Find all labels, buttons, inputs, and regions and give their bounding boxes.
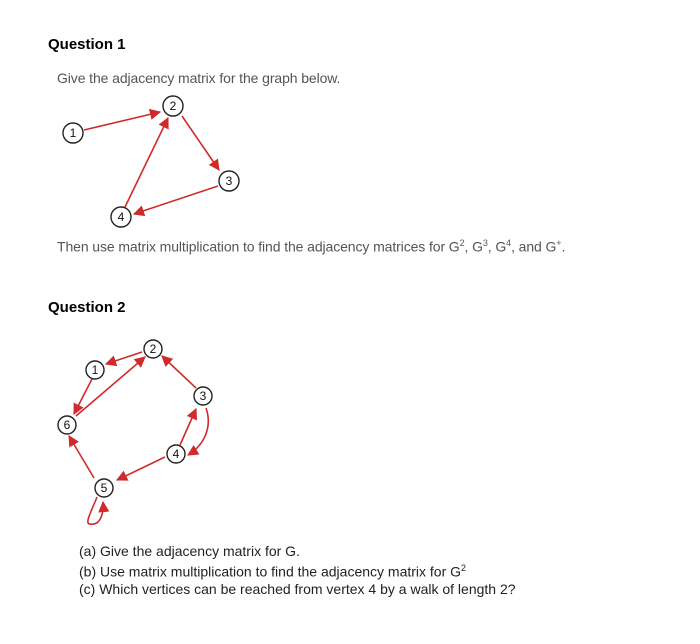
question-1-followup: Then use matrix multiplication to find the adjacency matrices for $G^2$, $G^3$, $G^4$, and G+.: [57, 238, 566, 255]
q2-edge-4-5: [117, 457, 165, 480]
q2-node-2: [144, 340, 162, 358]
svg-text:5: 5: [100, 481, 108, 495]
q2-node-3: [194, 387, 212, 405]
svg-text:4: 4: [117, 210, 125, 224]
q1-node-4: [111, 207, 131, 227]
q2-edge-4-3: [180, 409, 196, 445]
q2-node-4: [167, 445, 185, 463]
question-1-heading: Question 1: [48, 36, 126, 53]
svg-text:4: 4: [172, 447, 180, 461]
question-2-part-c: (c) Which vertices can be reached from vertex 4 by a walk of length 2?: [79, 580, 516, 597]
q2-edge-3-2: [162, 356, 196, 388]
q2-edge-2-1: [106, 352, 142, 364]
q2-edge-5-5: [88, 497, 103, 524]
question-2-part-b: (b) Use matrix multiplication to find the adjacency matrix for $G^2$: [79, 563, 467, 580]
q2-edge-1-6: [74, 379, 92, 414]
svg-text:3: 3: [225, 174, 233, 188]
svg-text:6: 6: [63, 418, 71, 432]
svg-text:2: 2: [149, 342, 157, 356]
question-1-prompt: Give the adjacency matrix for the graph below.: [57, 70, 341, 86]
q1-edge-4-2: [125, 118, 168, 207]
q2-edge-3-4: [188, 408, 208, 455]
q2-edge-6-5: [69, 436, 94, 478]
svg-text:3: 3: [199, 389, 207, 403]
q1-edge-1-2: [84, 112, 160, 130]
q2-node-5: [95, 479, 113, 497]
svg-text:2: 2: [169, 99, 177, 113]
question-2-parts: [79, 543, 516, 598]
svg-text:1: 1: [69, 126, 77, 140]
q1-node-3: [219, 171, 239, 191]
svg-text:1: 1: [91, 363, 99, 377]
q2-node-6: [58, 416, 76, 434]
q1-node-2: [163, 96, 183, 116]
q1-edge-3-4: [134, 186, 218, 214]
question-2-heading: Question 2: [48, 299, 126, 316]
q2-node-1: [86, 361, 104, 379]
question-2-part-a: (a) Give the adjacency matrix for G.: [79, 543, 300, 559]
q1-edge-2-3: [182, 116, 219, 170]
q1-node-1: [63, 123, 83, 143]
